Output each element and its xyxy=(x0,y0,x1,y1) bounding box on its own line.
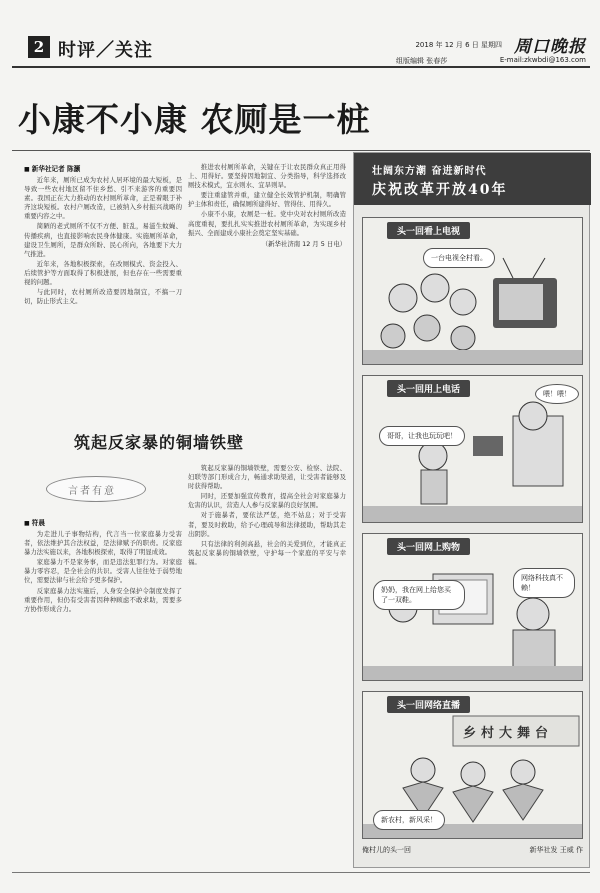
article-paragraph: 与此同时，农村厕所改造要因地制宜，不搞一刀切，防止形式主义。 xyxy=(24,288,182,306)
editorial-paragraph: 筑起反家暴的铜墙铁壁，需要公安、检察、法院、妇联等部门形成合力，畅通求助渠道，让受害者能够及时获得帮助。 xyxy=(188,464,346,491)
editorial-paragraph: 只有法律的利剑高悬，社会的关爱到位，才能真正筑起反家暴的铜墙铁壁，守护每一个家庭的平安与幸福。 xyxy=(188,539,346,566)
column-tag xyxy=(46,476,146,502)
editorial-column-2 xyxy=(188,464,346,864)
speech-bubble: 哥哥，让我也玩玩吧！ xyxy=(379,426,465,446)
panel-title: 头一回网上购物 xyxy=(387,538,470,555)
issue-date: 2018 年 12 月 6 日 星期四 xyxy=(415,41,502,49)
speech-bubble: 奶奶，我在网上给您买了一双鞋。 xyxy=(373,580,465,610)
cartoon-banner xyxy=(354,153,591,205)
article-column-1 xyxy=(24,163,182,403)
cartoon-strip xyxy=(353,152,590,868)
cartoon-panel-phone xyxy=(362,375,583,523)
panel-title: 头一回看上电视 xyxy=(387,222,470,239)
contact-email: E-mail:zkwbdi@163.com xyxy=(499,56,586,64)
speech-bubble: 一台电视全村看。 xyxy=(423,248,495,268)
editorial-paragraph: 家庭暴力不是家务事，而是违法犯罪行为。对家庭暴力零容忍，是全社会的共识。受害人往往处于弱势地位，需要法律与社会给予更多保护。 xyxy=(24,558,182,585)
editorial-paragraph: 反家庭暴力法实施后，人身安全保护令制度发挥了重要作用，但仍有受害者因种种顾虑不敢求助，需要多方协作形成合力。 xyxy=(24,586,182,613)
article-paragraph: 简陋的老式厕所不仅不方便、脏乱，易滋生蚊蝇、传播疾病，也直接影响农民身体健康。实施厕所革命，建设卫生厕所，是群众所盼、民心所向，各地要下大力气推进。 xyxy=(24,222,182,258)
article-paragraph: 要注重建管并重，建立健全长效管护机制，明确管护主体和责任，确保厕所建得好、管得住、用得久。 xyxy=(188,191,346,209)
editorial-paragraph: 同时，还要加强宣传教育，提高全社会对家庭暴力危害的认识，营造人人参与反家暴的良好氛围。 xyxy=(188,492,346,510)
tv-scene-illustration xyxy=(363,218,583,365)
panel-title: 头一回用上电话 xyxy=(387,380,470,397)
article-dateline: （新华社济南 12 月 5 日电） xyxy=(261,239,346,248)
cartoon-panel-shopping xyxy=(362,533,583,681)
cartoon-author: 新华社发 王威 作 xyxy=(529,846,583,854)
article-paragraph: 推进农村厕所革命，关键在于让农民群众真正用得上、用得好。要坚持因地制宜、分类指导，科学选择改厕技术模式，宜水则水、宜旱则旱。 xyxy=(188,163,346,190)
newspaper-logo: 周口晚报 xyxy=(514,37,586,57)
header-divider xyxy=(12,66,590,68)
editorial-title: 筑起反家暴的铜墙铁壁 xyxy=(74,433,245,452)
panel-title: 头一回网络直播 xyxy=(387,696,470,713)
article-paragraph: 近年来，厕所已成为农村人居环境的最大短板，是导致一些农村地区留不住乡愁、引不来游客的重要因素。我国正在大力推动的农村厕所革命，正是着眼于补齐这块短板。农村户厕改造，已被纳入乡村振兴战略的重要内容之中。 xyxy=(24,176,182,221)
editorial-paragraph: 对于施暴者，要依法严惩，绝不姑息；对于受害者，要及时救助，给予心理疏导和法律援助，帮助其走出阴影。 xyxy=(188,511,346,538)
page-header xyxy=(12,6,590,68)
headline-divider xyxy=(12,150,590,151)
editor-credit: 组版编辑 张春莎 xyxy=(396,57,448,65)
article-paragraph: 小康不小康，农厕是一桩。党中央对农村厕所改造高度重视，要扎扎实实推进农村厕所革命，为实现乡村振兴、全面建成小康社会奠定坚实基础。 xyxy=(188,210,346,237)
editorial-column-1 xyxy=(24,517,182,865)
banner-slogan: 壮阔东方潮 奋进新时代 xyxy=(372,166,487,177)
column-tag-label: 言者有意 xyxy=(68,486,116,497)
banner-title: 庆祝改革开放40年 xyxy=(372,182,508,198)
article-paragraph: 近年来，各地积极探索，在改厕模式、资金投入、后续管护等方面取得了积极进展，但也存在一些需要重视的问题。 xyxy=(24,259,182,287)
footer-divider xyxy=(12,872,590,873)
cartoon-panel-livestream xyxy=(362,691,583,839)
speech-bubble: 新农村，新风采！ xyxy=(373,810,445,830)
page-number: 2 xyxy=(28,36,50,58)
cartoon-caption: 俺村儿的头一回 xyxy=(362,846,411,854)
speech-bubble: 网络科技真不赖！ xyxy=(513,568,575,598)
article-column-2 xyxy=(188,163,346,403)
article-byline: ■ 新华社记者 陈灏 xyxy=(24,163,182,173)
editorial-paragraph: 为走进儿子事物结构，代言当一位家庭暴力受害者，依法维护其合法权益，是法律赋予的职责。反家庭暴力法实施以来，各地积极探索，取得了明显成效。 xyxy=(24,530,182,557)
editorial-byline: ■ 符晨 xyxy=(24,517,182,527)
main-headline: 小康不小康 农厕是一桩 xyxy=(18,100,371,139)
stage-sign: 乡村大舞台 xyxy=(463,726,554,741)
speech-bubble: 喂！喂！ xyxy=(535,384,579,404)
cartoon-panel-tv xyxy=(362,217,583,365)
section-title: 时评／关注 xyxy=(58,40,153,61)
